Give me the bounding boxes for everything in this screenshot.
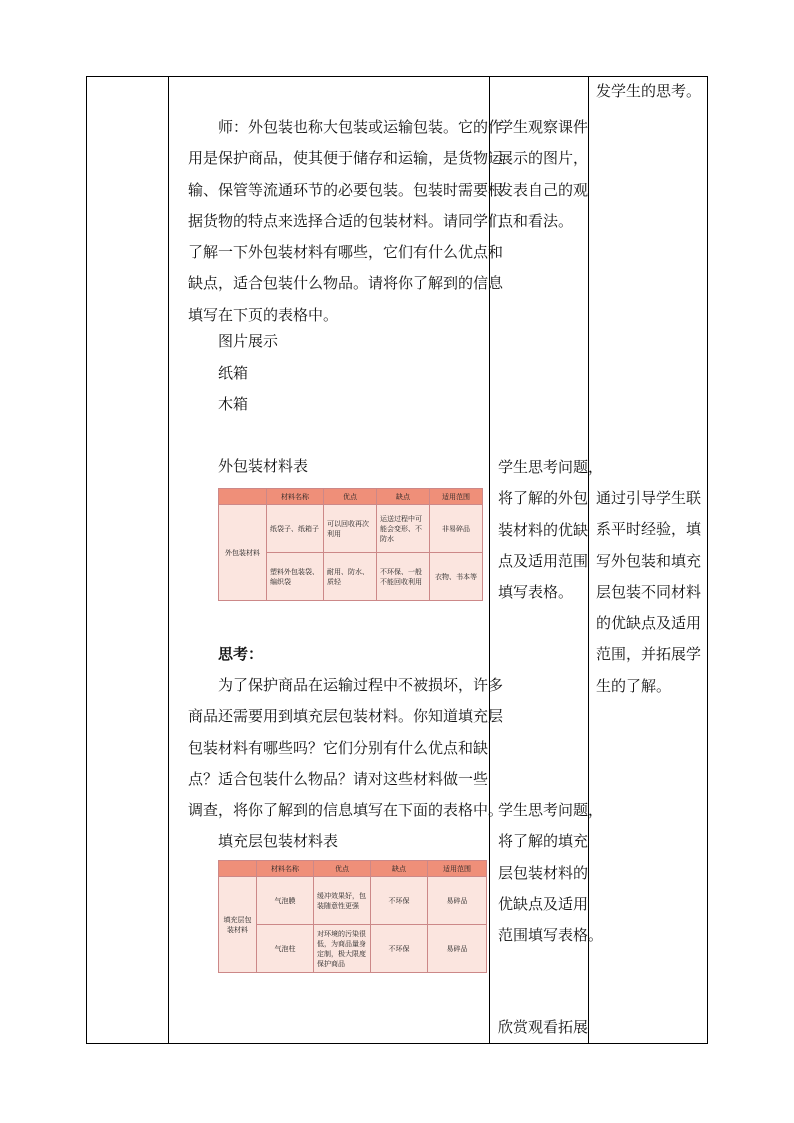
text-line: 层包装材料的 xyxy=(498,863,589,882)
cell-scope: 衣物、书本等 xyxy=(430,553,483,601)
text-line: 学生思考问题， xyxy=(498,458,604,476)
header-blank xyxy=(219,489,267,505)
group-label: 外包装材料 xyxy=(219,505,267,601)
text-line: 装材料的优缺 xyxy=(498,520,589,539)
text-line: 了解一下外包装材料有哪些，它们有什么优点和 xyxy=(188,243,504,262)
text-line: 优缺点及适用 xyxy=(498,894,589,913)
text-line: 范围，并拓展学 xyxy=(596,645,702,664)
text-line: 学生思考问题， xyxy=(498,801,604,819)
cell-cons: 不环保 xyxy=(371,925,428,973)
student-activity-1 xyxy=(498,112,588,237)
text-line: 用是保护商品，使其便于储存和运输，是货物运 xyxy=(188,149,504,168)
text-line: 据货物的特点来选择合适的包装材料。请同学们 xyxy=(188,211,504,230)
header-cons: 缺点 xyxy=(371,861,428,877)
table-header-row xyxy=(219,861,487,877)
text-line: 学生观察课件 xyxy=(498,118,589,136)
table-border-bottom xyxy=(86,1043,708,1044)
cell-pros: 对环境的污染很低，为商品量身定制，极大限度保护商品 xyxy=(314,925,371,973)
table-border-right xyxy=(707,76,708,1044)
teacher-intro xyxy=(188,112,503,331)
cell-cons: 不环保 xyxy=(371,877,428,925)
outer-packaging-table xyxy=(218,488,483,601)
cell-cons: 运送过程中可能会变形、不防水 xyxy=(377,505,430,553)
outer-table-title: 外包装材料表 xyxy=(218,457,309,475)
text-line: 包装材料有哪些吗？它们分别有什么优点和缺 xyxy=(188,738,489,757)
intent-1: 发学生的思考。 xyxy=(596,82,702,100)
header-pros: 优点 xyxy=(314,861,371,877)
header-material: 材料名称 xyxy=(267,489,324,505)
text-line: 通过引导学生联 xyxy=(596,489,702,507)
text-line: 点？适合包装什么物品？请对这些材料做一些 xyxy=(188,769,489,788)
text-line: 点及适用范围 xyxy=(498,551,589,570)
fill-table-title: 填充层包装材料表 xyxy=(218,832,339,850)
table-row xyxy=(219,877,487,925)
text-line: 点和看法。 xyxy=(498,211,574,230)
cell-pros: 耐用、防水、质轻 xyxy=(324,553,377,601)
text-line: 写外包装和填充 xyxy=(596,551,702,570)
text-line: 生的了解。 xyxy=(596,676,672,695)
cell-material: 塑料外包装袋、编织袋 xyxy=(267,553,324,601)
fill-packaging-table xyxy=(218,860,487,973)
text-line: 输、保管等流通环节的必要包装。包装时需要根 xyxy=(188,180,504,199)
text-line: 发表自己的观 xyxy=(498,180,589,199)
text-line: 师：外包装也称大包装或运输包装。它的作 xyxy=(218,118,504,136)
header-scope: 适用范围 xyxy=(430,489,483,505)
text-line: 填写表格。 xyxy=(498,583,574,602)
student-activity-4: 欣赏观看拓展 xyxy=(498,1018,589,1036)
column-divider-1 xyxy=(168,76,169,1044)
cell-pros: 缓冲效果好，包装随意性更强 xyxy=(314,877,371,925)
table-row xyxy=(219,505,483,553)
text-line: 填写在下页的表格中。 xyxy=(188,305,339,324)
think-label: 思考： xyxy=(218,645,264,663)
text-line: 系平时经验，填 xyxy=(596,520,702,539)
text-line: 商品还需要用到填充层包装材料。你知道填充层 xyxy=(188,707,504,726)
header-cons: 缺点 xyxy=(377,489,430,505)
header-scope: 适用范围 xyxy=(428,861,487,877)
cell-material: 气泡柱 xyxy=(257,925,314,973)
group-label: 填充层包装材料 xyxy=(219,877,257,973)
table-header-row xyxy=(219,489,483,505)
text-line: 调查，将你了解到的信息填写在下面的表格中。 xyxy=(188,801,504,820)
header-blank xyxy=(219,861,257,877)
picture-item-wooden-box: 木箱 xyxy=(218,395,249,413)
text-line: 范围填写表格。 xyxy=(498,926,604,945)
table-border-left xyxy=(86,76,87,1044)
student-activity-2 xyxy=(498,452,603,608)
text-line: 层包装不同材料 xyxy=(596,582,702,601)
picture-item-carton: 纸箱 xyxy=(218,364,249,382)
cell-scope: 易碎品 xyxy=(428,925,487,973)
text-line: 将了解的填充 xyxy=(498,832,589,851)
think-paragraph xyxy=(188,670,503,826)
text-line: 将了解的外包 xyxy=(498,489,589,508)
cell-material: 气泡膜 xyxy=(257,877,314,925)
text-line: 的优缺点及适用 xyxy=(596,614,702,633)
table-row xyxy=(219,925,487,973)
text-line: 展示的图片， xyxy=(498,149,589,168)
cell-scope: 易碎品 xyxy=(428,877,487,925)
cell-scope: 非易碎品 xyxy=(430,505,483,553)
pictures-label: 图片展示 xyxy=(218,332,279,350)
header-material: 材料名称 xyxy=(257,861,314,877)
cell-cons: 不环保、一般不能回收利用 xyxy=(377,553,430,601)
header-pros: 优点 xyxy=(324,489,377,505)
cell-material: 纸袋子、纸箱子 xyxy=(267,505,324,553)
text-line: 为了保护商品在运输过程中不被损坏，许多 xyxy=(218,676,504,694)
intent-2 xyxy=(596,483,701,702)
student-activity-3 xyxy=(498,795,603,951)
table-border-top xyxy=(86,76,708,77)
cell-pros: 可以回收再次利用 xyxy=(324,505,377,553)
text-line: 缺点，适合包装什么物品。请将你了解到的信息 xyxy=(188,274,504,293)
